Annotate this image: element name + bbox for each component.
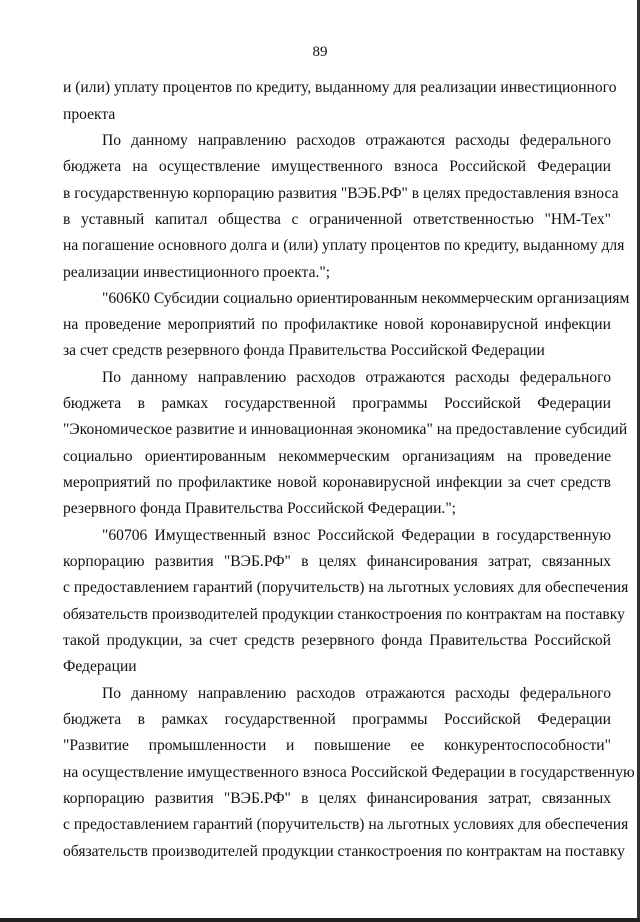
text-line: на осуществление имущественного взноса Российской Федерации в государственную: [63, 764, 635, 781]
text-line: за счет средств резервного фонда Правительства Российской Федерации: [63, 342, 545, 359]
text-line: "60706 Имущественный взнос Российской Федерации в государственную: [102, 527, 611, 544]
text-line: бюджета в рамках государственной программы Российской Федерации: [63, 711, 611, 728]
text-line: По данному направлению расходов отражаются расходы федерального: [102, 132, 611, 149]
text-line: бюджета в рамках государственной программы Российской Федерации: [63, 395, 611, 412]
page-number: 89: [312, 44, 328, 60]
text-line: резервного фонда Правительства Российской Федерации.";: [63, 500, 457, 517]
text-line: такой продукции, за счет средств резервного фонда Правительства Российской: [63, 632, 611, 649]
text-line: реализации инвестиционного проекта.";: [63, 264, 331, 281]
text-line: в уставный капитал общества с ограниченной ответственностью "НМ-Тех": [63, 211, 611, 228]
text-line: социально ориентированным некоммерческим организациям на проведение: [63, 448, 611, 465]
text-line: на проведение мероприятий по профилактике новой коронавирусной инфекции: [63, 316, 611, 333]
text-line: корпорацию развития "ВЭБ.РФ" в целях финансирования затрат, связанных: [63, 790, 611, 807]
text-line: с предоставлением гарантий (поручительств) на льготных условиях для обеспечения: [63, 816, 629, 833]
text-line: и (или) уплату процентов по кредиту, выданному для реализации инвестиционного: [63, 79, 617, 96]
text-line: обязательств производителей продукции станкостроения по контрактам на поставку: [63, 606, 625, 623]
text-line: Федерации: [63, 658, 137, 675]
text-line: проекта: [63, 106, 116, 123]
text-line: мероприятий по профилактике новой коронавирусной инфекции за счет средств: [63, 474, 611, 491]
text-line: с предоставлением гарантий (поручительств) на льготных условиях для обеспечения: [63, 579, 629, 596]
text-line: бюджета на осуществление имущественного взноса Российской Федерации: [63, 158, 611, 175]
text-line: корпорацию развития "ВЭБ.РФ" в целях финансирования затрат, связанных: [63, 553, 611, 570]
scan-edge-bottom: [0, 918, 640, 922]
text-line: обязательств производителей продукции станкостроения по контрактам на поставку: [63, 843, 625, 860]
text-line: "Развитие промышленности и повышение ее конкурентоспособности": [63, 737, 611, 754]
text-line: в государственную корпорацию развития "ВЭБ.РФ" в целях предоставления взноса: [63, 185, 619, 202]
text-line: По данному направлению расходов отражаются расходы федерального: [102, 369, 611, 386]
text-line: "606К0 Субсидии социально ориентированным некоммерческим организациям: [102, 290, 630, 307]
text-line: "Экономическое развитие и инновационная экономика" на предоставление субсидий: [63, 421, 628, 438]
text-line: По данному направлению расходов отражаются расходы федерального: [102, 685, 611, 702]
text-line: на погашение основного долга и (или) уплату процентов по кредиту, выданному для: [63, 237, 625, 254]
